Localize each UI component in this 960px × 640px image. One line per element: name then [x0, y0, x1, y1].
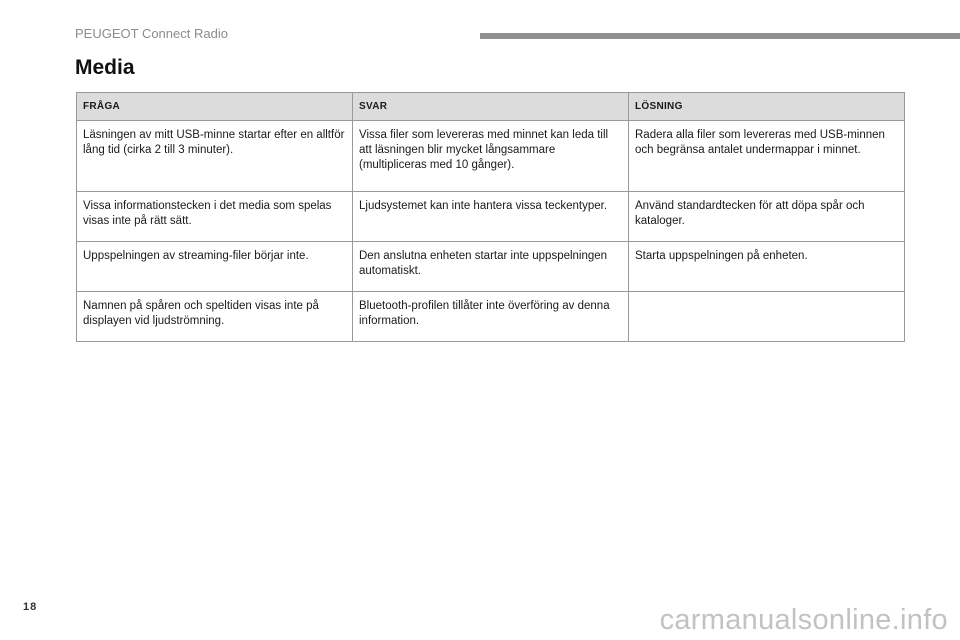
header-rule [480, 33, 960, 39]
faq-table [76, 92, 905, 342]
answer-cell: Vissa filer som levereras med minnet kan leda till att läsningen blir mycket långsammare (multipliceras med 10 gånger). [353, 121, 629, 192]
question-cell: Vissa informationstecken i det media som spelas visas inte på rätt sätt. [77, 192, 353, 242]
column-header-answer: SVAR [353, 93, 629, 121]
answer-cell: Den anslutna enheten startar inte uppspelningen automatiskt. [353, 242, 629, 292]
solution-cell: Radera alla filer som levereras med USB-minnen och begränsa antalet undermappar i minnet. [629, 121, 905, 192]
table-row [77, 292, 905, 342]
solution-cell: Starta uppspelningen på enheten. [629, 242, 905, 292]
table-row [77, 242, 905, 292]
watermark: carmanualsonline.info [659, 604, 948, 636]
column-header-question: FRÅGA [77, 93, 353, 121]
answer-cell: Ljudsystemet kan inte hantera vissa teckentyper. [353, 192, 629, 242]
table-header-row [77, 93, 905, 121]
page-number: 18 [23, 601, 38, 613]
solution-cell [629, 292, 905, 342]
answer-cell: Bluetooth-profilen tillåter inte överföring av denna information. [353, 292, 629, 342]
column-header-solution: LÖSNING [629, 93, 905, 121]
section-title: Media [75, 56, 135, 79]
running-header: PEUGEOT Connect Radio [75, 26, 228, 41]
question-cell: Uppspelningen av streaming-filer börjar inte. [77, 242, 353, 292]
table-row [77, 121, 905, 192]
solution-cell: Använd standardtecken för att döpa spår och kataloger. [629, 192, 905, 242]
question-cell: Läsningen av mitt USB-minne startar efter en alltför lång tid (cirka 2 till 3 minuter). [77, 121, 353, 192]
question-cell: Namnen på spåren och speltiden visas inte på displayen vid ljudströmning. [77, 292, 353, 342]
table-row [77, 192, 905, 242]
